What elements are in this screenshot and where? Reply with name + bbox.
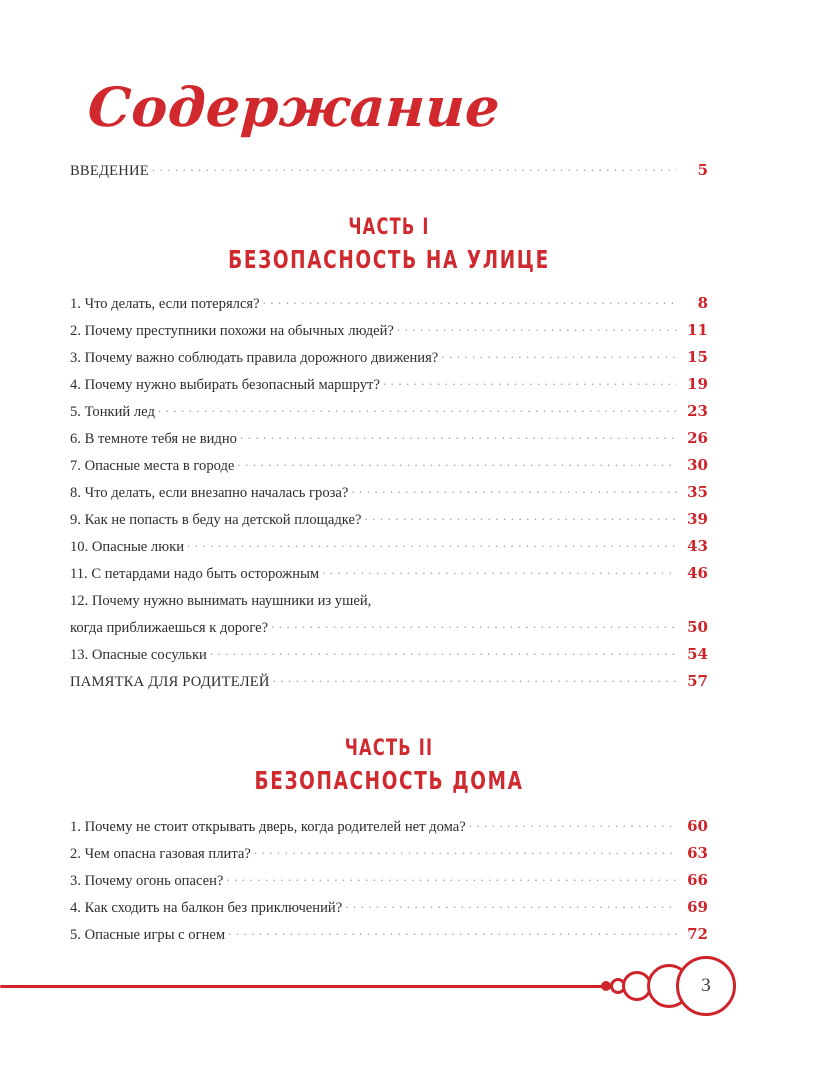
- toc-entry-page: 8: [697, 293, 708, 312]
- toc-entry-intro[interactable]: [70, 160, 708, 187]
- toc-entry-page: 39: [687, 509, 708, 528]
- page-footer: [0, 958, 823, 1028]
- part-heading-2: [70, 734, 708, 798]
- toc-entry-page: 69: [687, 897, 708, 916]
- toc-row-parents-note[interactable]: [70, 671, 708, 698]
- toc-row[interactable]: [70, 482, 708, 509]
- leader-dots: [152, 160, 677, 175]
- toc-entry-label: 13. Опасные сосульки: [70, 646, 207, 663]
- toc-row[interactable]: [70, 843, 708, 870]
- toc-row[interactable]: [70, 401, 708, 428]
- part-number: ЧАСТЬ I: [348, 215, 430, 240]
- toc-row[interactable]: [70, 816, 708, 843]
- leader-dots: [210, 644, 677, 659]
- toc-entry-label: 4. Как сходить на балкон без приключений?: [70, 899, 343, 916]
- toc-entry-page: 23: [687, 401, 708, 420]
- leader-dots: [226, 870, 677, 885]
- leader-dots: [397, 320, 677, 335]
- toc-entry-page: 43: [687, 536, 708, 555]
- toc-entry-page: 63: [687, 843, 708, 862]
- toc-entry-label: 7. Опасные места в городе: [70, 457, 235, 474]
- toc-entry-page: 11: [687, 320, 708, 339]
- toc-row[interactable]: [70, 536, 708, 563]
- toc-entry-label: 9. Как не попасть в беду на детской площадке?: [70, 511, 362, 528]
- page-title: Содержание: [86, 75, 502, 139]
- toc-row[interactable]: [70, 644, 708, 671]
- toc-row[interactable]: [70, 320, 708, 347]
- toc-entry-label: 4. Почему нужно выбирать безопасный маршрут?: [70, 376, 380, 393]
- leader-dots: [441, 347, 677, 362]
- toc-entry-page: 72: [687, 924, 708, 943]
- toc-row[interactable]: [70, 347, 708, 374]
- part-name: БЕЗОПАСНОСТЬ НА УЛИЦЕ: [228, 245, 550, 274]
- leader-dots: [345, 897, 677, 912]
- toc-entry-page: 54: [687, 644, 708, 663]
- toc-row[interactable]: [70, 924, 708, 951]
- toc-entry-label: 11. С петардами надо быть осторожным: [70, 565, 320, 582]
- toc-entry-page: 46: [687, 563, 708, 582]
- leader-dots: [187, 536, 677, 551]
- toc-entry-label: 12. Почему нужно вынимать наушники из ушей,: [70, 592, 372, 609]
- toc-entry-page: 50: [687, 617, 708, 636]
- toc-row[interactable]: [70, 870, 708, 897]
- toc-entry-label: 3. Почему важно соблюдать правила дорожного движения?: [70, 349, 439, 366]
- toc-row[interactable]: [70, 455, 708, 482]
- toc-entry-page: 26: [687, 428, 708, 447]
- leader-dots: [351, 482, 677, 497]
- leader-dots: [273, 671, 677, 686]
- toc-row[interactable]: [70, 428, 708, 455]
- toc-entry-page: 15: [687, 347, 708, 366]
- leader-dots: [469, 816, 677, 831]
- toc-entry-page: 19: [687, 374, 708, 393]
- toc-entry-label: 8. Что делать, если внезапно началась гроза?: [70, 484, 349, 501]
- toc-entry-page: 30: [687, 455, 708, 474]
- toc-row[interactable]: [70, 293, 708, 320]
- leader-dots: [364, 509, 677, 524]
- toc-row-continuation[interactable]: [70, 617, 708, 644]
- toc-entry-label: ВВЕДЕНИЕ: [70, 162, 149, 179]
- toc-entry-label: 1. Почему не стоит открывать дверь, когда родителей нет дома?: [70, 818, 466, 835]
- toc-entry-label: 2. Почему преступники похожи на обычных людей?: [70, 322, 394, 339]
- toc-entry-label: 3. Почему огонь опасен?: [70, 872, 224, 889]
- page-number: 3: [701, 975, 711, 996]
- toc-entry-label: 6. В темноте тебя не видно: [70, 430, 237, 447]
- leader-dots: [240, 428, 677, 443]
- leader-dots: [322, 563, 677, 578]
- toc-row[interactable]: [70, 374, 708, 401]
- leader-dots: [237, 455, 677, 470]
- toc-entry-page: 5: [697, 160, 708, 179]
- toc-content: [70, 160, 708, 951]
- toc-entry-label: 5. Опасные игры с огнем: [70, 926, 226, 943]
- leader-dots: [228, 924, 677, 939]
- toc-row[interactable]: [70, 897, 708, 924]
- toc-entry-page: 66: [687, 870, 708, 889]
- part-number: ЧАСТЬ II: [344, 736, 434, 761]
- toc-entry-page: 60: [687, 816, 708, 835]
- leader-dots: [374, 590, 677, 605]
- toc-entry-page: 35: [687, 482, 708, 501]
- leader-dots: [263, 293, 677, 308]
- toc-row[interactable]: [70, 590, 708, 617]
- leader-dots: [158, 401, 677, 416]
- toc-entry-label: 10. Опасные люки: [70, 538, 185, 555]
- toc-entry-label: 5. Тонкий лед: [70, 403, 155, 420]
- toc-entry-page: 57: [687, 671, 708, 690]
- leader-dots: [271, 617, 677, 632]
- part-heading-1: [70, 213, 708, 277]
- footer-rule: [0, 985, 607, 988]
- leader-dots: [383, 374, 677, 389]
- toc-entry-label: когда приближаешься к дороге?: [70, 619, 269, 636]
- leader-dots: [254, 843, 677, 858]
- toc-row[interactable]: [70, 563, 708, 590]
- part-name: БЕЗОПАСНОСТЬ ДОМА: [254, 766, 524, 795]
- toc-entry-label: 2. Чем опасна газовая плита?: [70, 845, 251, 862]
- toc-entry-label: 1. Что делать, если потерялся?: [70, 295, 260, 312]
- toc-row[interactable]: [70, 509, 708, 536]
- toc-entry-label: ПАМЯТКА ДЛЯ РОДИТЕЛЕЙ: [70, 673, 270, 690]
